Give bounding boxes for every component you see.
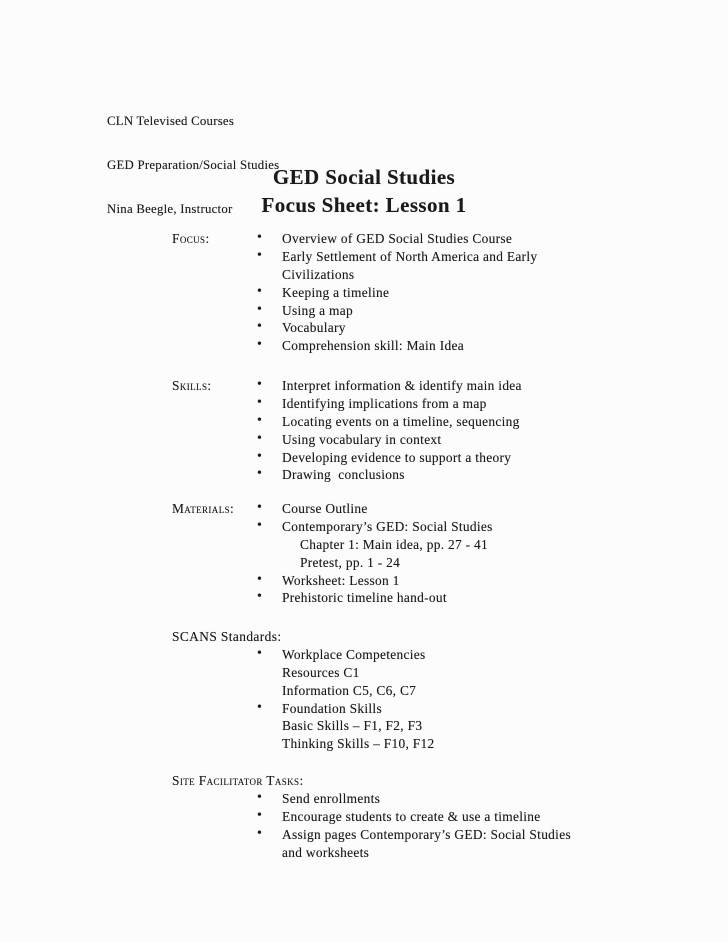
list-item-text: Pretest, pp. 1 - 24 xyxy=(300,554,401,570)
bullet-icon: • xyxy=(257,230,262,245)
bullet-icon: • xyxy=(257,337,262,353)
list-item xyxy=(0,699,728,717)
list-item xyxy=(0,571,728,589)
list-item-text: Chapter 1: Main idea, pp. 27 - 41 xyxy=(300,536,489,552)
section-label-scans-standards: SCANS Standards: xyxy=(172,629,282,644)
list-item xyxy=(0,825,728,843)
section-site-facilitator-tasks xyxy=(0,771,728,860)
bullet-icon: • xyxy=(257,394,262,410)
list-item-text: Contemporary’s GED: Social Studies xyxy=(282,518,493,534)
list-item-text: Worksheet: Lesson 1 xyxy=(282,572,400,588)
list-item-text: and worksheets xyxy=(282,844,370,860)
list-item-text: Early Settlement of North America and Early xyxy=(282,248,538,264)
bullet-icon: • xyxy=(257,319,262,335)
bullet-icon: • xyxy=(257,466,262,482)
section-label-row xyxy=(0,771,728,789)
list-item-text: Encourage students to create & use a timeline xyxy=(282,808,541,824)
list-item-text: Send enrollments xyxy=(282,790,381,806)
list-item-text: Thinking Skills – F10, F12 xyxy=(282,736,435,752)
list-item xyxy=(0,430,728,448)
list-item xyxy=(0,499,728,517)
section-scans-standards xyxy=(0,627,728,752)
list-item-text: Assign pages Contemporary’s GED: Social Studies xyxy=(282,826,571,842)
list-item-text: Course Outline xyxy=(282,501,368,516)
bullet-icon: • xyxy=(257,412,262,428)
bullet-icon: • xyxy=(257,283,262,299)
section-materials xyxy=(0,499,728,606)
list-item xyxy=(0,517,728,535)
list-item-text: Using a map xyxy=(282,302,353,318)
list-item-continuation xyxy=(0,843,728,861)
bullet-icon: • xyxy=(257,789,262,805)
bullet-icon: • xyxy=(257,571,262,587)
bullet-icon: • xyxy=(257,517,262,533)
bullet-icon: • xyxy=(257,247,262,263)
list-item-text: Information C5, C6, C7 xyxy=(282,682,417,698)
list-item-text: Comprehension skill: Main Idea xyxy=(282,338,464,354)
list-item xyxy=(0,789,728,807)
list-item xyxy=(0,336,728,354)
list-item-text: Keeping a timeline xyxy=(282,284,390,300)
section-label-focus: Focus: xyxy=(172,231,210,246)
list-item-text: Using vocabulary in context xyxy=(282,431,442,447)
list-item-continuation xyxy=(0,265,728,283)
list-item-text: Workplace Competencies xyxy=(282,646,426,662)
list-item-continuation xyxy=(0,734,728,752)
document-title xyxy=(0,163,728,219)
title-line-2: Focus Sheet: Lesson 1 xyxy=(261,193,467,217)
header-line-instructor: Nina Beegle, Instructor xyxy=(107,201,233,216)
list-item xyxy=(0,465,728,483)
section-label-materials: Materials: xyxy=(172,501,235,516)
bullet-icon: • xyxy=(257,589,262,605)
list-item-text: Identifying implications from a map xyxy=(282,395,487,411)
bullet-icon: • xyxy=(257,807,262,823)
list-item-text: Overview of GED Social Studies Course xyxy=(282,231,513,246)
list-item-text: Vocabulary xyxy=(282,320,346,336)
list-item-text: Developing evidence to support a theory xyxy=(282,449,512,465)
title-line-1: GED Social Studies xyxy=(272,165,456,189)
bullet-icon: • xyxy=(257,377,262,392)
header-line-course: CLN Televised Courses xyxy=(107,114,235,129)
list-item xyxy=(0,376,728,394)
section-skills xyxy=(0,376,728,483)
bullet-icon: • xyxy=(257,448,262,464)
list-item xyxy=(0,301,728,319)
list-item xyxy=(0,807,728,825)
section-label-row xyxy=(0,627,728,645)
list-item-text: Resources C1 xyxy=(282,664,360,680)
bullet-icon: • xyxy=(257,645,262,661)
header-line-subject: GED Preparation/Social Studies xyxy=(107,157,280,172)
list-item xyxy=(0,645,728,663)
list-item-text: Foundation Skills xyxy=(282,700,382,716)
list-item-text: Interpret information & identify main idea xyxy=(282,378,522,393)
bullet-icon: • xyxy=(257,500,262,515)
section-label-site-facilitator-tasks: Site Facilitator Tasks: xyxy=(172,773,304,788)
list-item-text: Civilizations xyxy=(282,266,355,282)
list-item-continuation xyxy=(0,716,728,734)
list-item xyxy=(0,229,728,247)
list-item-continuation xyxy=(0,681,728,699)
list-item-subentry xyxy=(0,553,728,571)
list-item xyxy=(0,318,728,336)
list-item-subentry xyxy=(0,535,728,553)
list-item-text: Locating events on a timeline, sequencing xyxy=(282,413,520,429)
list-item-text: Drawing conclusions xyxy=(282,467,405,483)
bullet-icon: • xyxy=(257,825,262,841)
section-label-skills: Skills: xyxy=(172,378,212,393)
list-item xyxy=(0,283,728,301)
bullet-icon: • xyxy=(257,430,262,446)
list-item xyxy=(0,412,728,430)
list-item xyxy=(0,448,728,466)
list-item-text: Basic Skills – F1, F2, F3 xyxy=(282,718,423,734)
list-item xyxy=(0,247,728,265)
bullet-icon: • xyxy=(257,699,262,715)
list-item xyxy=(0,394,728,412)
list-item-text: Prehistoric timeline hand-out xyxy=(282,590,447,606)
list-item-continuation xyxy=(0,663,728,681)
section-focus xyxy=(0,229,728,354)
bullet-icon: • xyxy=(257,301,262,317)
list-item xyxy=(0,588,728,606)
